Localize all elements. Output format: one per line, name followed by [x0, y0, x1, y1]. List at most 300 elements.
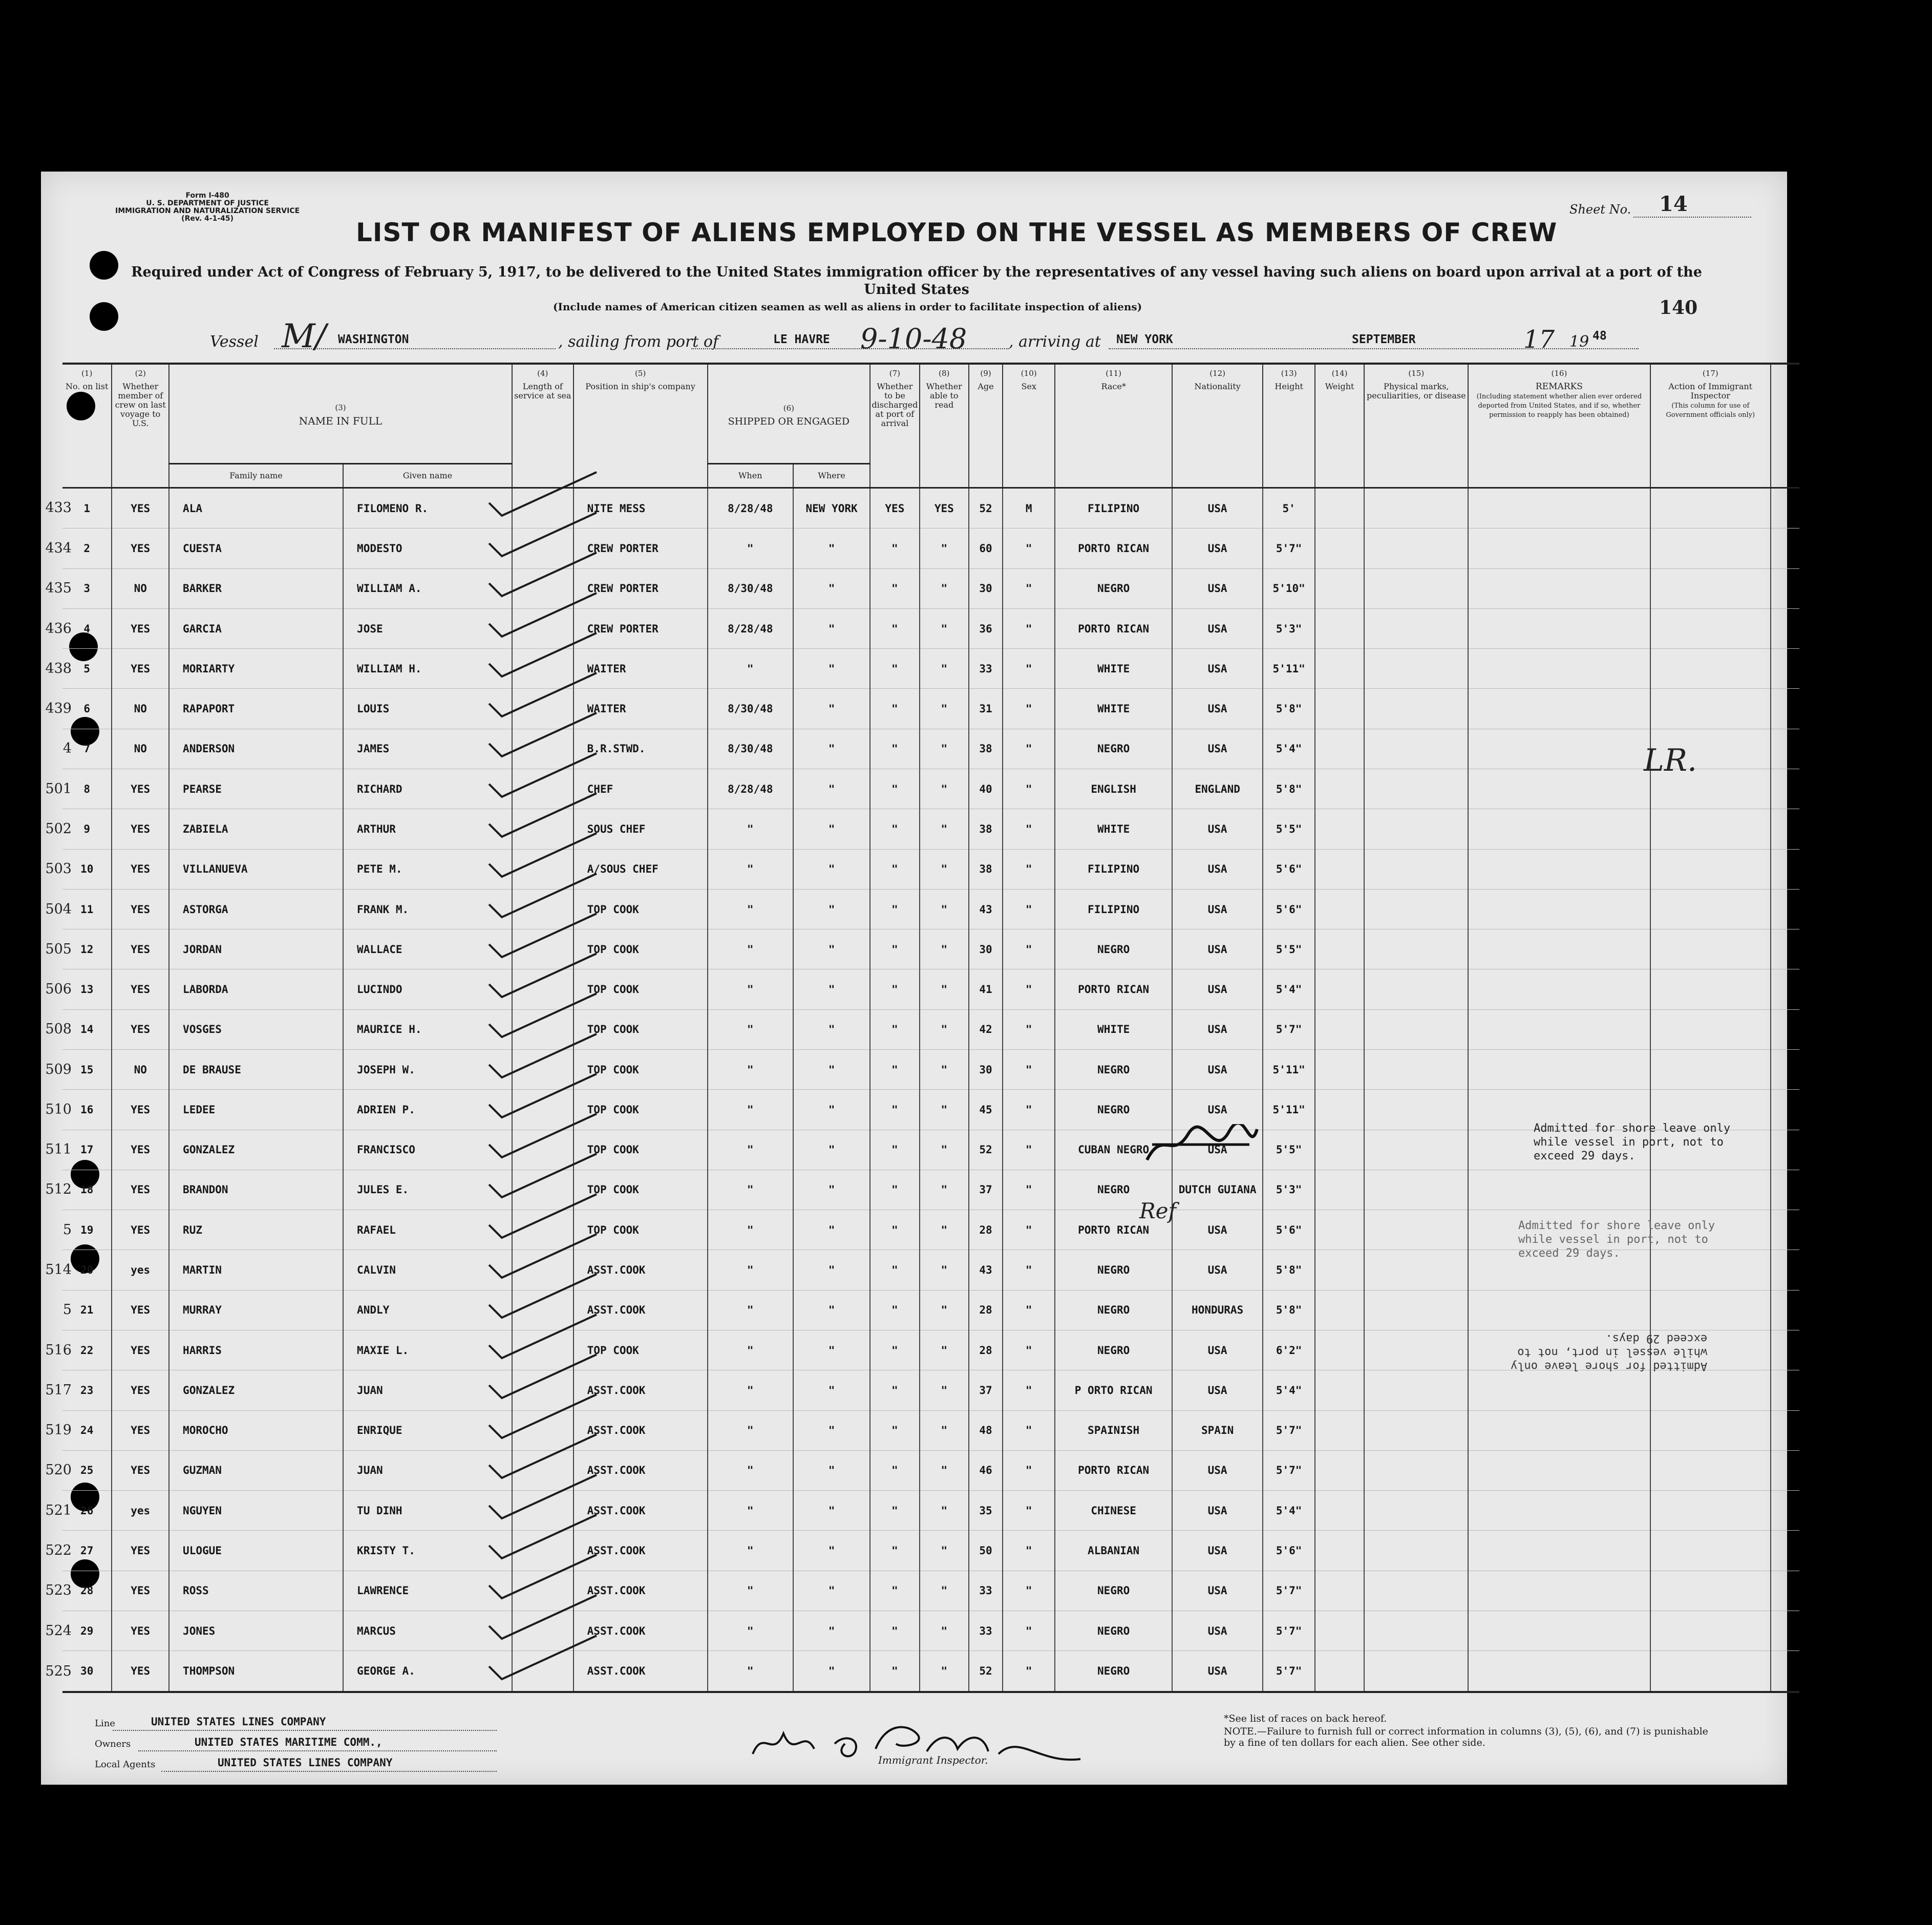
shipped-when-cell: "	[708, 969, 793, 1009]
shipped-when-cell: "	[708, 929, 793, 969]
shipped-where-cell: "	[793, 969, 870, 1009]
margin-line-number: 5	[62, 1302, 72, 1318]
weight-cell	[1315, 1050, 1364, 1090]
given-name-cell: WILLIAM H.	[343, 649, 512, 689]
physical-marks-cell	[1364, 1250, 1468, 1290]
sailing-label: , sailing from port of	[558, 333, 719, 351]
shore-leave-stamp-faint: Admitted for shore leave only while vessel in port, not to exceed 29 days.	[1518, 1219, 1715, 1260]
port-of-departure: LE HAVRE	[773, 333, 830, 346]
last-voyage-cell: YES	[112, 1611, 169, 1651]
inspector-action-cell	[1650, 1531, 1771, 1571]
weight-cell	[1315, 889, 1364, 929]
shipped-where-cell: "	[793, 1410, 870, 1450]
nationality-cell: USA	[1172, 1090, 1263, 1130]
margin-line-number: 520	[45, 1462, 72, 1478]
physical-marks-cell	[1364, 929, 1468, 969]
blank-cell	[1771, 1571, 1799, 1611]
document-instruction: (Include names of American citizen seamen as well as aliens in order to facilitate inspection of aliens)	[553, 301, 1142, 313]
page-reference: 140	[1659, 297, 1698, 319]
position-cell: TOP COOK	[574, 929, 708, 969]
shipped-when-cell: "	[708, 1090, 793, 1130]
sex-cell: "	[1003, 809, 1055, 849]
age-cell: 37	[969, 1370, 1003, 1410]
shipped-when-cell: "	[708, 1290, 793, 1330]
nationality-cell: USA	[1172, 889, 1263, 929]
position-cell: TOP COOK	[574, 1170, 708, 1210]
shipped-when-cell: "	[708, 1611, 793, 1651]
sex-cell: "	[1003, 1330, 1055, 1370]
position-cell: ASST.COOK	[574, 1611, 708, 1651]
family-name-cell: BARKER	[169, 568, 343, 608]
discharge-cell: "	[870, 1330, 919, 1370]
nationality-cell: USA	[1172, 1450, 1263, 1490]
row-number-cell: 9	[62, 809, 112, 849]
physical-marks-cell	[1364, 528, 1468, 568]
race-cell: NEGRO	[1055, 1170, 1172, 1210]
document-title: LIST OR MANIFEST OF ALIENS EMPLOYED ON THE VESSEL AS MEMBERS OF CREW	[356, 218, 1558, 247]
shipped-where-cell: "	[793, 568, 870, 608]
able-to-read-cell: "	[920, 849, 969, 889]
last-voyage-cell: YES	[112, 1290, 169, 1330]
height-cell: 5'3"	[1263, 608, 1314, 648]
race-cell: FILIPINO	[1055, 889, 1172, 929]
remarks-cell	[1468, 1611, 1650, 1651]
sex-cell: "	[1003, 1370, 1055, 1410]
last-voyage-cell: YES	[112, 929, 169, 969]
given-name-cell: ENRIQUE	[343, 1410, 512, 1450]
given-name-cell: JUAN	[343, 1370, 512, 1410]
sex-cell: "	[1003, 649, 1055, 689]
blank-cell	[1771, 1290, 1799, 1330]
position-cell: TOP COOK	[574, 1050, 708, 1090]
able-to-read-cell: "	[920, 729, 969, 769]
discharge-cell: "	[870, 1370, 919, 1410]
weight-cell	[1315, 1090, 1364, 1130]
age-cell: 30	[969, 929, 1003, 969]
margin-line-number: 517	[45, 1382, 72, 1398]
shipped-where-cell: "	[793, 809, 870, 849]
age-cell: 28	[969, 1210, 1003, 1250]
owners-value: UNITED STATES MARITIME COMM.,	[195, 1736, 383, 1748]
table-row	[62, 528, 1799, 568]
given-name-cell: WALLACE	[343, 929, 512, 969]
able-to-read-cell: "	[920, 1410, 969, 1450]
blank-cell	[1771, 1050, 1799, 1090]
able-to-read-cell: "	[920, 1491, 969, 1531]
inspector-action-cell	[1650, 889, 1771, 929]
shipped-where-cell: "	[793, 1611, 870, 1651]
row-number-cell: 10	[62, 849, 112, 889]
nationality-cell: USA	[1172, 608, 1263, 648]
last-voyage-cell: YES	[112, 849, 169, 889]
margin-line-number: 511	[45, 1141, 72, 1158]
height-cell: 5'8"	[1263, 769, 1314, 809]
inspector-initials: LR.	[1644, 743, 1697, 778]
race-cell: NEGRO	[1055, 929, 1172, 969]
height-cell: 5'3"	[1263, 1170, 1314, 1210]
sex-cell: "	[1003, 689, 1055, 729]
height-cell: 5'10"	[1263, 568, 1314, 608]
blank-cell	[1771, 649, 1799, 689]
age-cell: 52	[969, 488, 1003, 528]
physical-marks-cell	[1364, 849, 1468, 889]
arrival-month: SEPTEMBER	[1352, 333, 1416, 346]
able-to-read-cell: "	[920, 1370, 969, 1410]
row-number-cell: 28	[62, 1571, 112, 1611]
given-name-cell: MARCUS	[343, 1611, 512, 1651]
blank-cell	[1771, 1009, 1799, 1049]
weight-cell	[1315, 488, 1364, 528]
arrival-day: 17	[1523, 325, 1555, 354]
position-cell: CREW PORTER	[574, 528, 708, 568]
height-cell: 5'4"	[1263, 969, 1314, 1009]
nationality-cell: USA	[1172, 929, 1263, 969]
remarks-cell	[1468, 1531, 1650, 1571]
given-name-cell: FRANK M.	[343, 889, 512, 929]
nationality-cell: ENGLAND	[1172, 769, 1263, 809]
header-given-name: Given name	[343, 464, 512, 488]
sheet-label: Sheet No.	[1569, 202, 1631, 217]
inspector-action-cell	[1650, 488, 1771, 528]
blank-cell	[1771, 568, 1799, 608]
row-number-cell: 26	[62, 1491, 112, 1531]
family-name-cell: MURRAY	[169, 1290, 343, 1330]
last-voyage-cell: YES	[112, 1450, 169, 1490]
margin-line-number: 435	[45, 580, 72, 597]
race-cell: NEGRO	[1055, 1651, 1172, 1692]
nationality-cell: USA	[1172, 1571, 1263, 1611]
nationality-cell: USA	[1172, 969, 1263, 1009]
weight-cell	[1315, 1611, 1364, 1651]
able-to-read-cell: "	[920, 528, 969, 568]
margin-line-number: 505	[45, 941, 72, 957]
family-name-cell: PEARSE	[169, 769, 343, 809]
sex-cell: "	[1003, 1290, 1055, 1330]
form-service: IMMIGRATION AND NATURALIZATION SERVICE	[115, 207, 300, 215]
family-name-cell: GONZALEZ	[169, 1370, 343, 1410]
sex-cell: "	[1003, 1611, 1055, 1651]
sex-cell: "	[1003, 1410, 1055, 1450]
physical-marks-cell	[1364, 769, 1468, 809]
given-name-cell: FRANCISCO	[343, 1130, 512, 1170]
discharge-cell: "	[870, 1009, 919, 1049]
margin-line-number: 503	[45, 861, 72, 877]
position-cell: ASST.COOK	[574, 1370, 708, 1410]
height-cell: 5'7"	[1263, 1611, 1314, 1651]
margin-line-number: 4	[62, 741, 72, 757]
nationality-cell: USA	[1172, 1050, 1263, 1090]
height-cell: 5'7"	[1263, 1571, 1314, 1611]
race-cell: PORTO RICAN	[1055, 969, 1172, 1009]
physical-marks-cell	[1364, 969, 1468, 1009]
sex-cell: "	[1003, 1090, 1055, 1130]
given-name-cell: LOUIS	[343, 689, 512, 729]
sex-cell: "	[1003, 1450, 1055, 1490]
margin-line-number: 524	[45, 1622, 72, 1639]
physical-marks-cell	[1364, 608, 1468, 648]
shipped-where-cell: "	[793, 889, 870, 929]
shipped-when-cell: "	[708, 1531, 793, 1571]
sheet-number: 14	[1659, 192, 1688, 216]
shipped-where-cell: "	[793, 649, 870, 689]
family-name-cell: MARTIN	[169, 1250, 343, 1290]
inspector-action-cell	[1650, 608, 1771, 648]
table-row	[62, 1009, 1799, 1049]
table-row	[62, 1050, 1799, 1090]
remarks-cell	[1468, 1170, 1650, 1210]
position-cell: WAITER	[574, 649, 708, 689]
row-number-cell: 4	[62, 608, 112, 648]
nationality-cell: USA	[1172, 849, 1263, 889]
margin-line-number: 514	[45, 1262, 72, 1278]
remarks-cell	[1468, 729, 1650, 769]
last-voyage-cell: yes	[112, 1491, 169, 1531]
sex-cell: "	[1003, 889, 1055, 929]
inspector-action-cell	[1650, 649, 1771, 689]
header-blank	[1771, 364, 1799, 488]
shipped-when-cell: "	[708, 1250, 793, 1290]
family-name-cell: JONES	[169, 1611, 343, 1651]
age-cell: 48	[969, 1410, 1003, 1450]
race-cell: ENGLISH	[1055, 769, 1172, 809]
given-name-cell: ANDLY	[343, 1290, 512, 1330]
nationality-cell: USA	[1172, 729, 1263, 769]
position-cell: ASST.COOK	[574, 1651, 708, 1692]
shipped-when-cell: "	[708, 1050, 793, 1090]
header-col-2: (2) Whether member of crew on last voyage to U.S.	[112, 364, 169, 488]
given-name-cell: MAXIE L.	[343, 1330, 512, 1370]
inspector-action-cell	[1650, 1170, 1771, 1210]
shipped-where-cell: NEW YORK	[793, 488, 870, 528]
inspector-action-cell	[1650, 1450, 1771, 1490]
form-revision: (Rev. 4-1-45)	[181, 215, 234, 223]
age-cell: 43	[969, 889, 1003, 929]
discharge-cell: "	[870, 608, 919, 648]
remarks-cell	[1468, 889, 1650, 929]
discharge-cell: "	[870, 729, 919, 769]
table-row	[62, 1170, 1799, 1210]
height-cell: 5'4"	[1263, 1370, 1314, 1410]
sex-cell: "	[1003, 1571, 1055, 1611]
remarks-cell	[1468, 1571, 1650, 1611]
race-cell: NEGRO	[1055, 1250, 1172, 1290]
line-value: UNITED STATES LINES COMPANY	[151, 1716, 326, 1728]
row-number-cell: 6	[62, 689, 112, 729]
able-to-read-cell: "	[920, 689, 969, 729]
nationality-scribble	[1142, 1124, 1260, 1167]
inspector-action-cell	[1650, 1370, 1771, 1410]
position-cell: TOP COOK	[574, 969, 708, 1009]
race-cell: CUBAN NEGRO	[1055, 1130, 1172, 1170]
race-cell: NEGRO	[1055, 729, 1172, 769]
row-number-cell: 5	[62, 649, 112, 689]
physical-marks-cell	[1364, 729, 1468, 769]
discharge-cell: "	[870, 1410, 919, 1450]
physical-marks-cell	[1364, 1009, 1468, 1049]
shipped-when-cell: "	[708, 1651, 793, 1692]
blank-cell	[1771, 969, 1799, 1009]
family-name-cell: ROSS	[169, 1571, 343, 1611]
agents-label: Local Agents	[95, 1759, 156, 1770]
discharge-cell: "	[870, 889, 919, 929]
margin-line-number: 516	[45, 1342, 72, 1358]
discharge-cell: "	[870, 1170, 919, 1210]
inspector-action-cell	[1650, 1410, 1771, 1450]
position-cell: ASST.COOK	[574, 1571, 708, 1611]
height-cell: 5'11"	[1263, 649, 1314, 689]
sex-cell: "	[1003, 969, 1055, 1009]
row-number-cell: 20	[62, 1250, 112, 1290]
given-name-cell: MAURICE H.	[343, 1009, 512, 1049]
row-number-cell: 27	[62, 1531, 112, 1571]
height-cell: 5'7"	[1263, 1009, 1314, 1049]
margin-line-number: 523	[45, 1582, 72, 1599]
remarks-cell	[1468, 1050, 1650, 1090]
row-number-cell: 18	[62, 1170, 112, 1210]
inspector-action-cell	[1650, 1491, 1771, 1531]
physical-marks-cell	[1364, 1571, 1468, 1611]
weight-cell	[1315, 1531, 1364, 1571]
weight-cell	[1315, 568, 1364, 608]
able-to-read-cell: "	[920, 1450, 969, 1490]
family-name-cell: BRANDON	[169, 1170, 343, 1210]
blank-cell	[1771, 1090, 1799, 1130]
race-cell: PORTO RICAN	[1055, 1210, 1172, 1250]
weight-cell	[1315, 1210, 1364, 1250]
given-name-cell: LUCINDO	[343, 969, 512, 1009]
discharge-cell: "	[870, 689, 919, 729]
race-cell: NEGRO	[1055, 568, 1172, 608]
discharge-cell: "	[870, 1130, 919, 1170]
document-subtitle: Required under Act of Congress of February 5, 1917, to be delivered to the United States immigration officer by the representatives of any vessel having such aliens on board upon arrival at a port of the United States	[131, 264, 1702, 298]
last-voyage-cell: NO	[112, 729, 169, 769]
race-cell: NEGRO	[1055, 1050, 1172, 1090]
remarks-cell	[1468, 809, 1650, 849]
height-cell: 5'6"	[1263, 1210, 1314, 1250]
last-voyage-cell: YES	[112, 1410, 169, 1450]
discharge-cell: "	[870, 1571, 919, 1611]
age-cell: 28	[969, 1330, 1003, 1370]
header-col-13: (13) Height	[1263, 364, 1314, 488]
family-name-cell: ASTORGA	[169, 889, 343, 929]
blank-cell	[1771, 1611, 1799, 1651]
shipped-when-cell: "	[708, 528, 793, 568]
table-row	[62, 568, 1799, 608]
shipped-when-cell: "	[708, 1009, 793, 1049]
position-cell: ASST.COOK	[574, 1290, 708, 1330]
table-row	[62, 488, 1799, 528]
family-name-cell: VILLANUEVA	[169, 849, 343, 889]
weight-cell	[1315, 1410, 1364, 1450]
height-cell: 5'7"	[1263, 1651, 1314, 1692]
race-cell: WHITE	[1055, 809, 1172, 849]
position-cell: B.R.STWD.	[574, 729, 708, 769]
margin-line-number: 525	[45, 1663, 72, 1679]
shipped-when-cell: 8/28/48	[708, 488, 793, 528]
family-name-cell: GUZMAN	[169, 1450, 343, 1490]
physical-marks-cell	[1364, 1491, 1468, 1531]
last-voyage-cell: YES	[112, 528, 169, 568]
last-voyage-cell: YES	[112, 608, 169, 648]
able-to-read-cell: "	[920, 1290, 969, 1330]
age-cell: 37	[969, 1170, 1003, 1210]
weight-cell	[1315, 1491, 1364, 1531]
sex-cell: "	[1003, 1210, 1055, 1250]
check-mark-icon	[484, 1631, 602, 1687]
margin-line-number: 433	[45, 500, 72, 516]
able-to-read-cell: "	[920, 809, 969, 849]
table-row	[62, 889, 1799, 929]
remarks-cell	[1468, 649, 1650, 689]
blank-cell	[1771, 528, 1799, 568]
able-to-read-cell: "	[920, 1050, 969, 1090]
given-name-cell: LAWRENCE	[343, 1571, 512, 1611]
last-voyage-cell: YES	[112, 488, 169, 528]
form-number: Form I-480	[185, 192, 229, 200]
remarks-cell	[1468, 608, 1650, 648]
inspector-action-cell	[1650, 929, 1771, 969]
margin-line-number: 438	[45, 660, 72, 676]
margin-line-number: 436	[45, 620, 72, 637]
blank-cell	[1771, 1450, 1799, 1490]
inspector-action-cell	[1650, 969, 1771, 1009]
age-cell: 31	[969, 689, 1003, 729]
table-row	[62, 1571, 1799, 1611]
height-cell: 5'5"	[1263, 929, 1314, 969]
sailing-date-handwritten: 9-10-48	[860, 323, 967, 355]
age-cell: 33	[969, 1571, 1003, 1611]
table-row	[62, 649, 1799, 689]
discharge-cell: "	[870, 769, 919, 809]
shipped-when-cell: 8/28/48	[708, 769, 793, 809]
inspector-action-cell	[1650, 1050, 1771, 1090]
height-cell: 5'4"	[1263, 729, 1314, 769]
race-cell: PORTO RICAN	[1055, 1450, 1172, 1490]
margin-line-number: 439	[45, 701, 72, 717]
inspector-action-cell	[1650, 528, 1771, 568]
race-cell: NEGRO	[1055, 1290, 1172, 1330]
header-col-9: (9) Age	[969, 364, 1003, 488]
shipped-when-cell: "	[708, 1330, 793, 1370]
shipped-where-cell: "	[793, 1170, 870, 1210]
age-cell: 38	[969, 729, 1003, 769]
inspector-action-cell	[1650, 849, 1771, 889]
shipped-when-cell: "	[708, 1410, 793, 1450]
margin-line-number: 512	[45, 1181, 72, 1198]
given-name-cell: JOSEPH W.	[343, 1050, 512, 1090]
blank-cell	[1771, 769, 1799, 809]
table-row	[62, 1450, 1799, 1490]
position-cell: TOP COOK	[574, 1210, 708, 1250]
weight-cell	[1315, 729, 1364, 769]
nationality-cell: USA	[1172, 1611, 1263, 1651]
row-number-cell: 29	[62, 1611, 112, 1651]
last-voyage-cell: YES	[112, 1651, 169, 1692]
shipped-when-cell: "	[708, 849, 793, 889]
able-to-read-cell: "	[920, 929, 969, 969]
row-number-cell: 13	[62, 969, 112, 1009]
shipped-where-cell: "	[793, 849, 870, 889]
shipped-when-cell: "	[708, 1370, 793, 1410]
margin-line-number: 501	[45, 780, 72, 797]
weight-cell	[1315, 649, 1364, 689]
form-department: U. S. DEPARTMENT OF JUSTICE	[146, 199, 269, 207]
discharge-cell: "	[870, 849, 919, 889]
family-name-cell: THOMPSON	[169, 1651, 343, 1692]
position-cell: TOP COOK	[574, 1009, 708, 1049]
row-number-cell: 3	[62, 568, 112, 608]
able-to-read-cell: "	[920, 608, 969, 648]
